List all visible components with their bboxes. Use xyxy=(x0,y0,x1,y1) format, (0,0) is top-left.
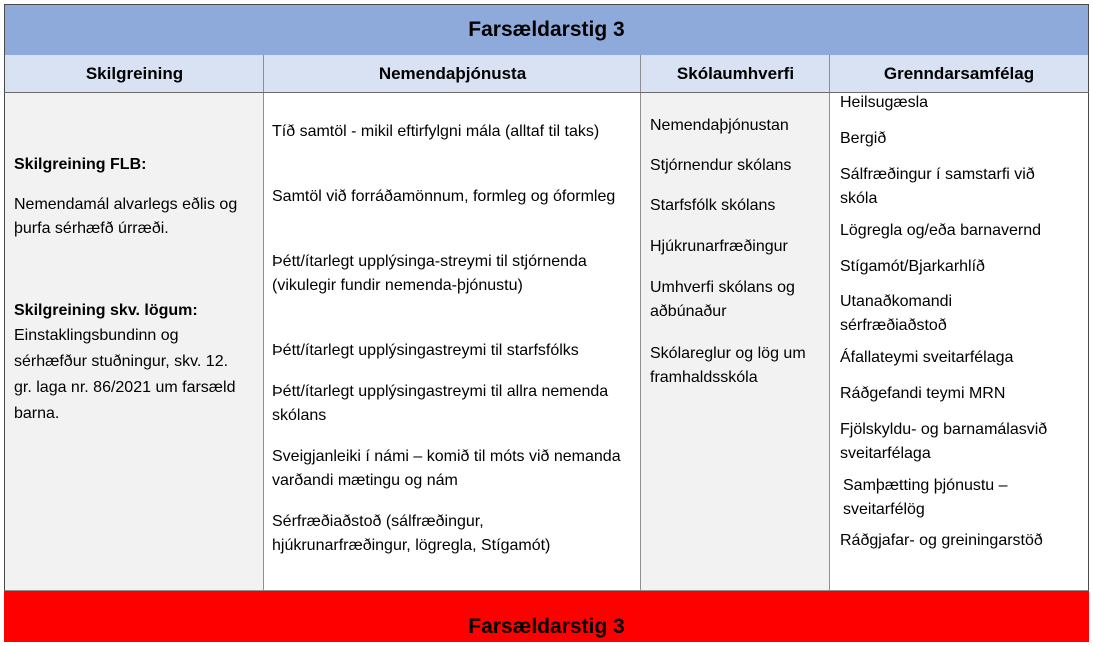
list-item: Ráðgefandi teymi MRN xyxy=(840,385,1006,402)
list-item: Hjúkrunarfræðingur xyxy=(650,238,788,255)
list-item: Þétt/ítarlegt upplýsinga-streymi til stjórnenda (vikulegir fundir nemenda-þjónustu) xyxy=(272,253,587,294)
header-row xyxy=(4,55,1089,93)
list-item: Heilsugæsla xyxy=(840,94,929,111)
header-definition: Skilgreining xyxy=(4,55,264,92)
law-heading: Skilgreining skv. lögum: xyxy=(14,302,198,319)
flb-text: Nemendamál alvarlegs eðlis og þurfa sérhæfð úrræði. xyxy=(14,196,238,237)
list-item: Stjórnendur skólans xyxy=(650,157,792,174)
list-item: Bergið xyxy=(840,130,887,147)
list-item: Samþætting þjónustu – sveitarfélög xyxy=(843,477,1008,518)
footer-title: Farsældarstig 3 xyxy=(4,591,1089,642)
list-item: Áfallateymi sveitarfélaga xyxy=(840,349,1014,366)
table-title: Farsældarstig 3 xyxy=(4,4,1089,56)
list-item: Nemendaþjónustan xyxy=(650,117,789,134)
level-table xyxy=(4,4,1089,642)
content-row xyxy=(4,93,1089,591)
list-item: Umhverfi skólans og aðbúnaður xyxy=(650,279,795,320)
definition-cell xyxy=(4,93,264,591)
list-item: Þétt/ítarlegt upplýsingastreymi til starfsfólks xyxy=(272,342,579,359)
list-item: Ráðgjafar- og greiningarstöð xyxy=(840,532,1043,549)
list-item: Starfsfólk skólans xyxy=(650,197,776,214)
header-community: Grenndarsamfélag xyxy=(829,55,1089,92)
header-student-services: Nemendaþjónusta xyxy=(263,55,641,92)
list-item: Skólareglur og lög um framhaldsskóla xyxy=(650,345,806,386)
list-item: Fjölskyldu- og barnamálasvið sveitarfélaga xyxy=(840,421,1048,462)
list-item: Þétt/ítarlegt upplýsingastreymi til allra nemenda skólans xyxy=(272,383,609,424)
law-text: Einstaklingsbundinn og sérhæfður stuðningur, skv. 12. gr. laga nr. 86/2021 um farsæld barna. xyxy=(14,327,236,422)
list-item: Sveigjanleiki í námi – komið til móts við nemanda varðandi mætingu og nám xyxy=(272,448,621,489)
flb-heading: Skilgreining FLB: xyxy=(14,156,147,173)
community-cell xyxy=(829,93,1089,591)
list-item: Tíð samtöl - mikil eftirfylgni mála (alltaf til taks) xyxy=(272,123,600,140)
list-item: Utanaðkomandi sérfræðiaðstoð xyxy=(840,293,953,334)
student-services-cell xyxy=(263,93,641,591)
list-item: Sérfræðiaðstoð (sálfræðingur, hjúkrunarfræðingur, lögregla, Stígamót) xyxy=(272,513,551,554)
school-environment-cell xyxy=(640,93,830,591)
header-school-environment: Skólaumhverfi xyxy=(640,55,830,92)
list-item: Samtöl við forráðamönnum, formleg og óformleg xyxy=(272,188,616,205)
list-item: Stígamót/Bjarkarhlíð xyxy=(840,258,985,275)
list-item: Lögregla og/eða barnavernd xyxy=(840,222,1042,239)
list-item: Sálfræðingur í samstarfi við skóla xyxy=(840,166,1035,207)
